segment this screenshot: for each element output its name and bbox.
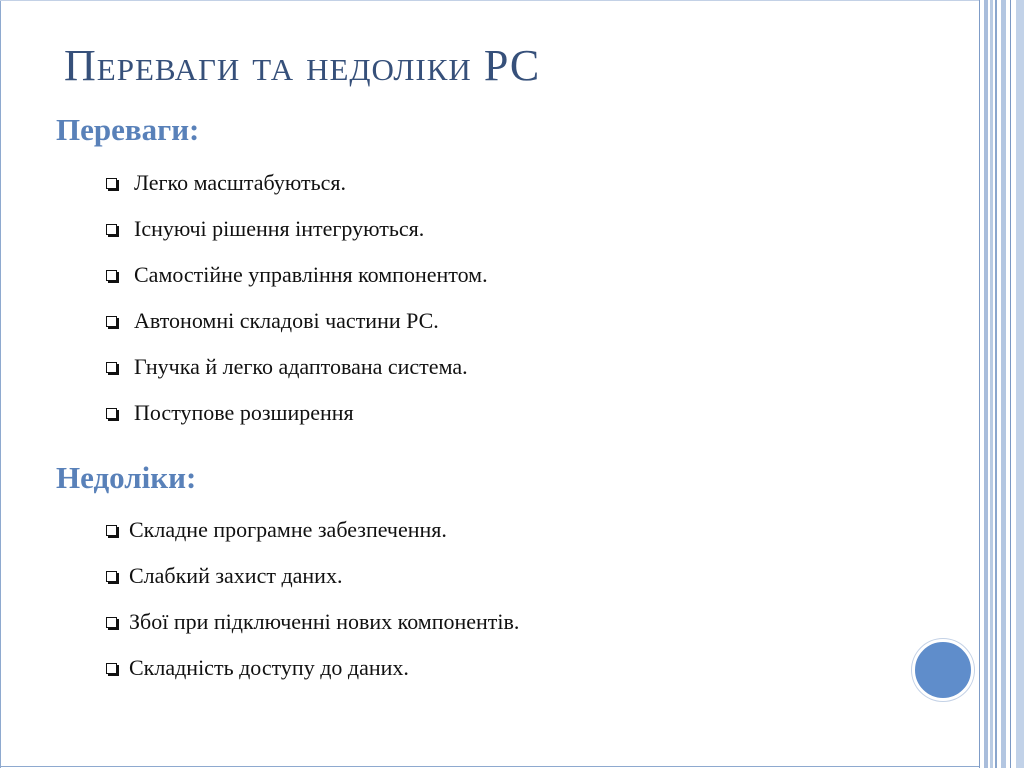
decorative-stripe [984,0,988,768]
slide-title: Переваги та недоліки РС [64,41,541,90]
decorative-stripe [979,0,980,768]
list-item-text: Існуючі рішення інтегруються. [134,216,425,241]
decorative-stripe [1016,0,1024,768]
list-item-text: Складне програмне забезпечення. [129,517,447,542]
decorative-stripe [995,0,997,768]
frame-border-bottom [0,766,980,767]
list-item-text: Складність доступу до даних. [129,655,409,680]
list-item [104,645,519,691]
list-item [104,553,519,599]
disadvantages-list [104,507,519,691]
checkbox-bullet-icon [106,224,117,235]
checkbox-bullet-icon [106,408,117,419]
checkbox-bullet-icon [106,178,117,189]
list-item-text: Збої при підключенні нових компонентів. [129,609,520,634]
checkbox-bullet-icon [106,270,117,281]
list-item-text: Легко масштабуються. [134,170,347,195]
list-item [104,390,488,436]
list-item-text: Поступове розширення [134,400,354,425]
list-item-text: Гнучка й легко адаптована система. [134,354,468,379]
checkbox-bullet-icon [106,362,117,373]
list-item [104,160,488,206]
list-item [104,599,519,645]
checkbox-bullet-icon [106,316,117,327]
list-item-text: Самостійне управління компонентом. [134,262,488,287]
list-item [104,298,488,344]
frame-border-top [0,0,980,1]
checkbox-bullet-icon [106,571,117,582]
advantages-heading: Переваги: [56,112,200,147]
list-item-text: Автономні складові частини РС. [134,308,439,333]
list-item [104,206,488,252]
checkbox-bullet-icon [106,617,117,628]
frame-border-left [0,0,1,768]
checkbox-bullet-icon [106,663,117,674]
list-item-text: Слабкий захист даних. [129,563,343,588]
decorative-circle-icon [912,639,974,701]
advantages-list [104,160,488,436]
decorative-stripe [990,0,993,768]
decorative-stripe [1010,0,1011,768]
decorative-stripe [1001,0,1006,768]
checkbox-bullet-icon [106,525,117,536]
list-item [104,344,488,390]
list-item [104,252,488,298]
disadvantages-heading: Недоліки: [56,460,197,495]
list-item [104,507,519,553]
